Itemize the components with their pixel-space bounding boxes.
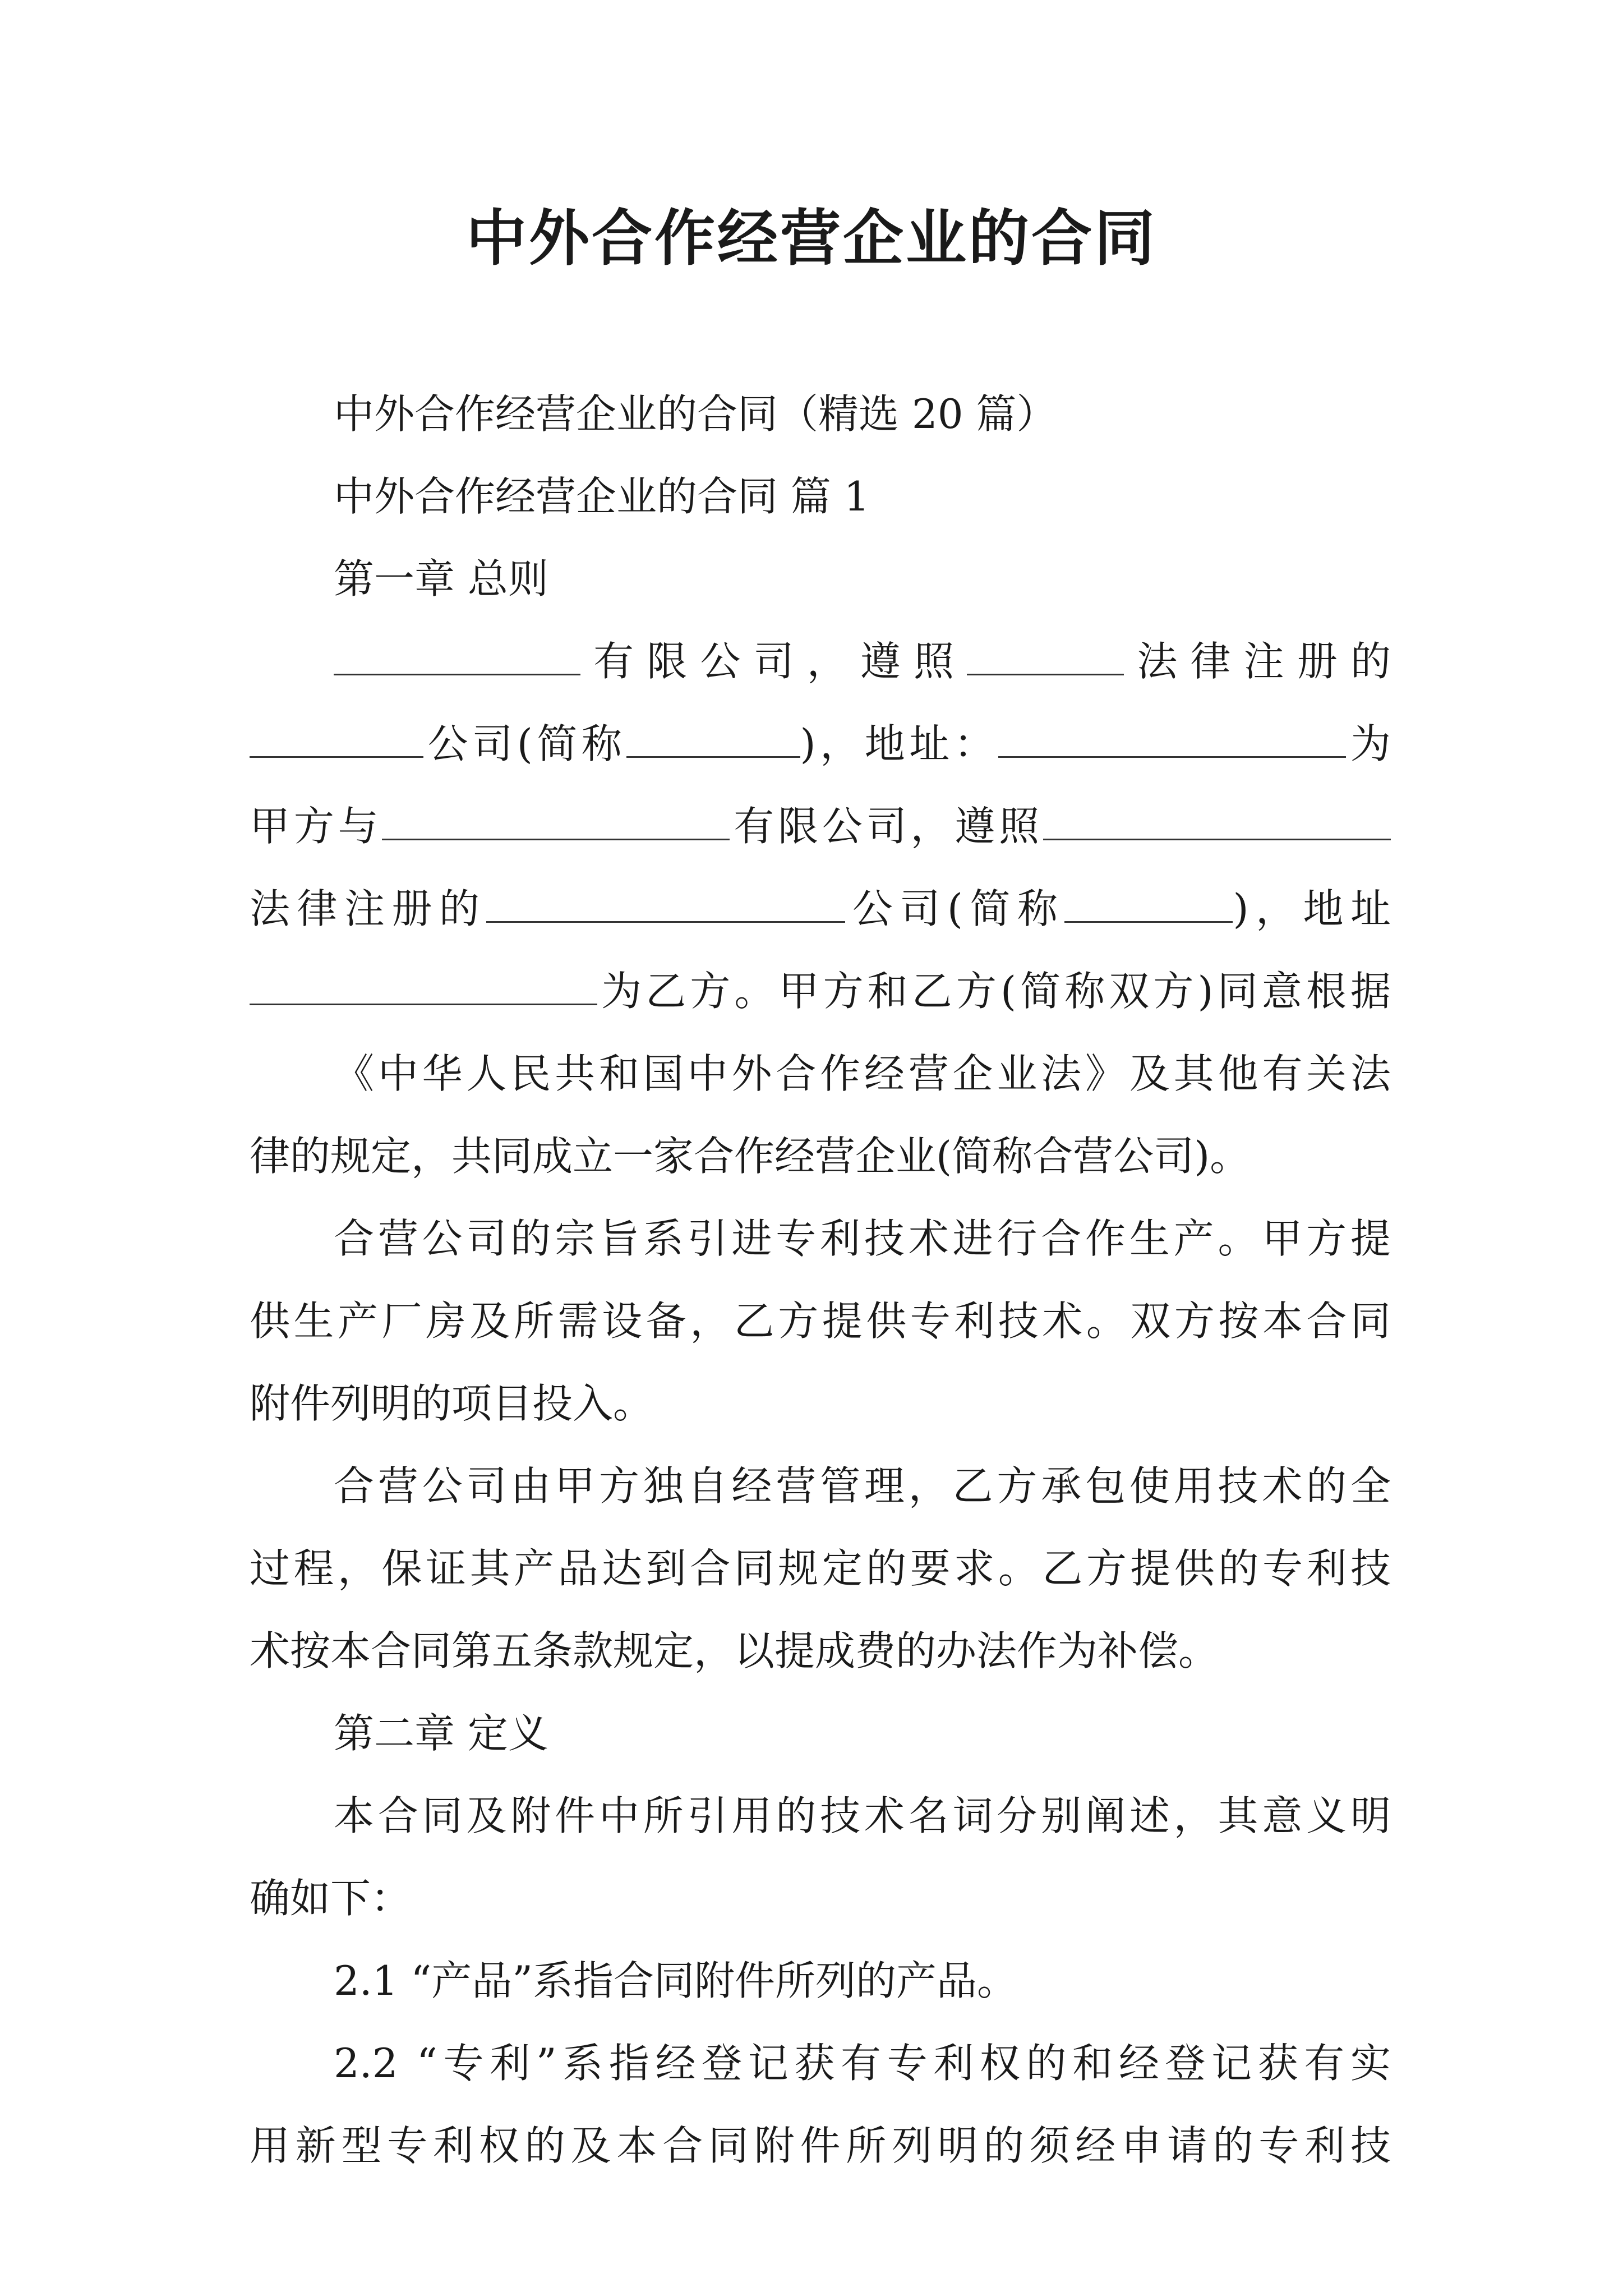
paragraph-line: 术按本合同第五条款规定，以提成费的办法作为补偿。 [250,1627,1219,1674]
fill-in-blank [998,718,1346,758]
chapter-heading-1: 第一章 总则 [334,555,548,602]
section-heading: 中外合作经营企业的合同 篇 1 [334,473,870,520]
fill-in-blank [1064,883,1233,923]
paragraph-line: 用新型专利权的及本合同附件所列明的须经申请的专利技 [250,2122,1391,2169]
paragraph-line: 过程，保证其产品达到合同规定的要求。乙方提供的专利技 [250,1545,1391,1592]
text-run: 有限公司，遵照 [730,803,1043,850]
paragraph-line [250,868,1391,950]
paragraph-line: 《中华人民共和国中外合作经营企业法》及其他有关法 [334,1050,1391,1097]
paragraph-line [250,785,1391,868]
paragraph-line: 附件列明的项目投入。 [250,1380,654,1427]
text-run: 公司(简称 [845,885,1065,932]
fill-in-blank [1043,800,1391,840]
paragraph-line: 2.2 “专利”系指经登记获有专利权的和经登记获有实 [334,2040,1391,2087]
text-run: )，地址 [1233,885,1391,932]
paragraph-line: 2.1 “产品”系指合同附件所列的产品。 [334,1957,1018,2004]
fill-in-blank [967,636,1124,675]
fill-in-blank [486,883,845,923]
text-run: 有限公司，遵照 [580,638,967,685]
document-title: 中外合作经营企业的合同 [465,203,1157,274]
paragraph-line [250,703,1391,785]
text-run: 公司(简称 [423,720,626,767]
chapter-heading-2: 第二章 定义 [334,1710,548,1757]
paragraph-line: 律的规定，共同成立一家合作经营企业(简称合营公司)。 [250,1133,1251,1180]
paragraph-line: 本合同及附件中所引用的技术名词分别阐述，其意义明 [334,1792,1391,1839]
paragraph-line [250,950,1391,1033]
fill-in-blank [250,965,597,1005]
text-run: 甲方与 [250,803,382,850]
text-run: 法律注册的 [250,885,487,932]
document-subtitle: 中外合作经营企业的合同（精选 20 篇） [334,390,1057,438]
fill-in-blank [626,718,800,758]
paragraph-line [250,620,1391,703]
text-run: 为 [1346,720,1391,767]
paragraph-line: 确如下： [250,1875,412,1922]
paragraph-line: 合营公司的宗旨系引进专利技术进行合作生产。甲方提 [334,1215,1391,1262]
paragraph-line: 供生产厂房及所需设备，乙方提供专利技术。双方按本合同 [250,1297,1391,1345]
text-run: )，地址： [800,720,999,767]
text-run: 法律注册的 [1124,638,1391,685]
document-body [250,373,1391,2187]
paragraph-line: 合营公司由甲方独自经营管理，乙方承包使用技术的全 [334,1462,1391,1510]
fill-in-blank [250,718,423,758]
fill-in-blank [382,800,730,840]
text-run: 为乙方。甲方和乙方(简称双方)同意根据 [597,968,1391,1015]
fill-in-blank [334,636,580,675]
